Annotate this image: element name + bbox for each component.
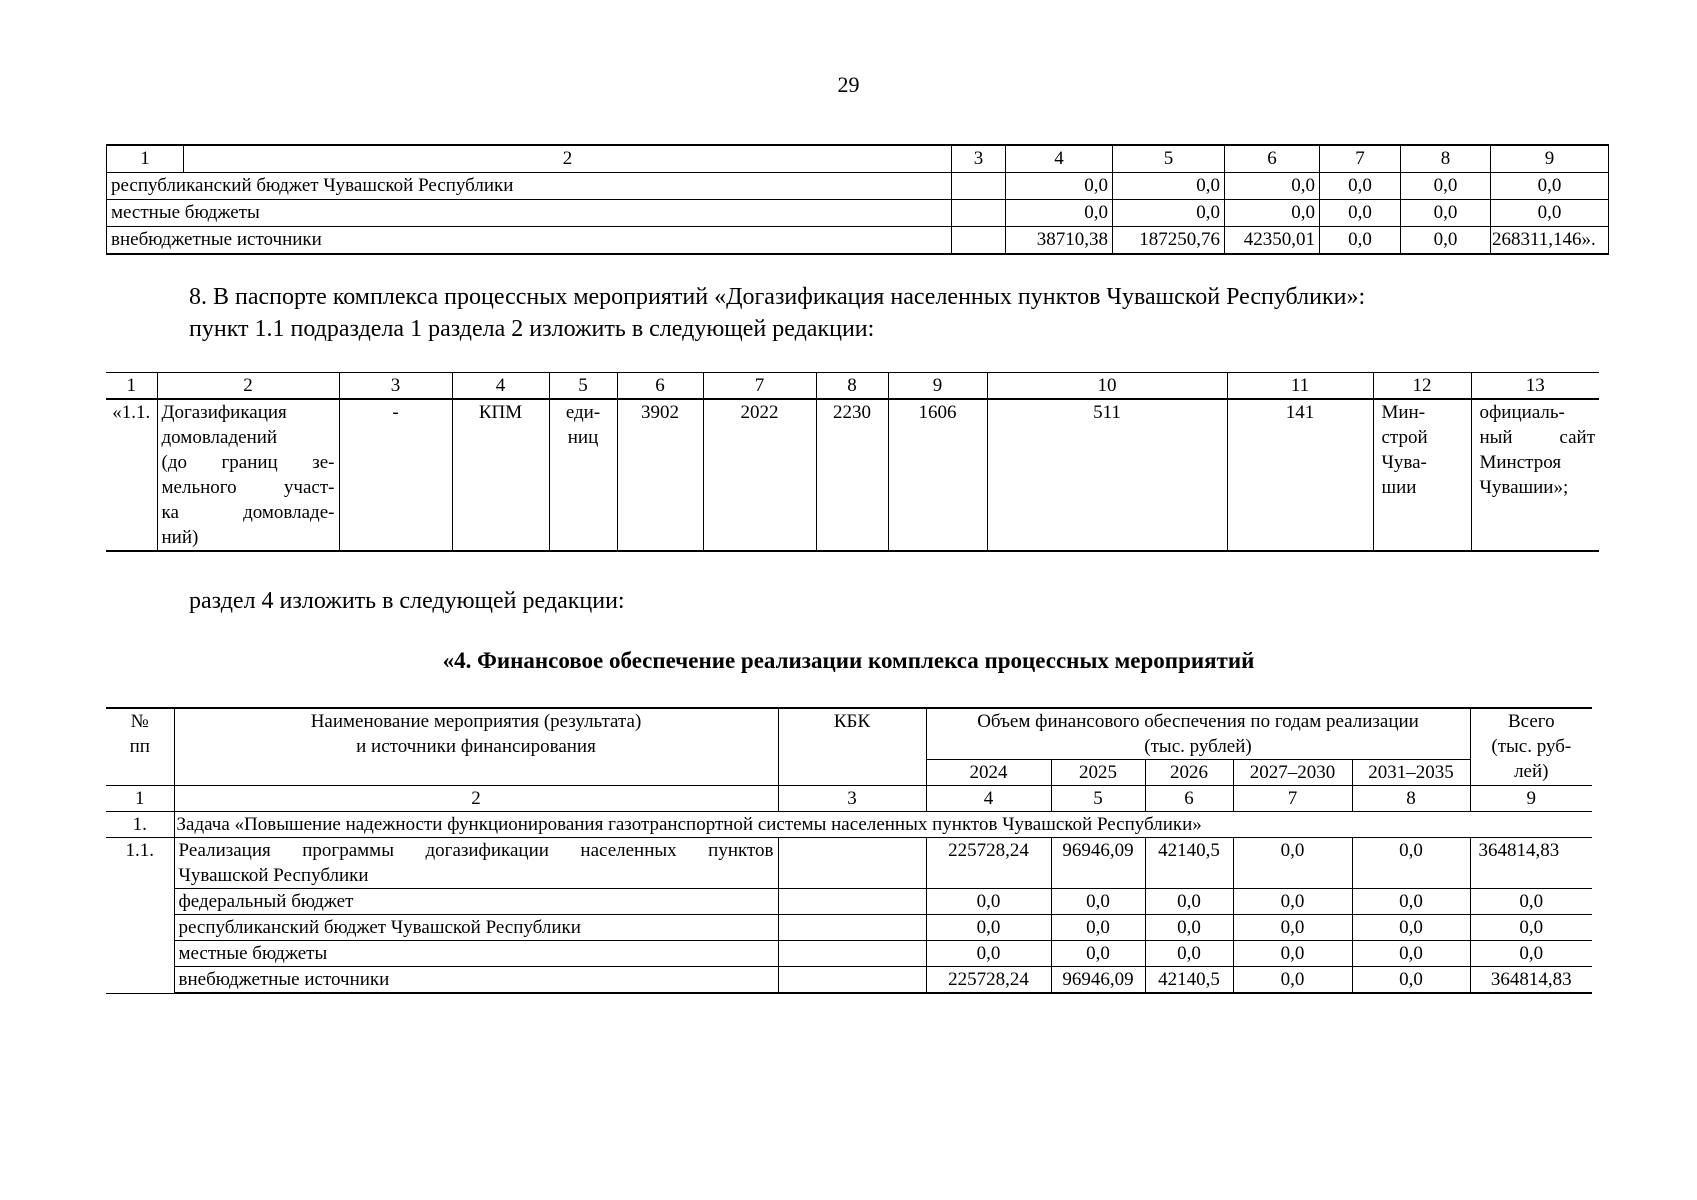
value-cell: 0,0 [1233,915,1352,941]
table-row [107,173,1609,200]
column-numbers-row [106,786,1592,812]
value-cell: 0,0 [926,915,1051,941]
source-name: внебюджетные источники [107,227,952,255]
kbk-cell [952,227,1006,255]
value-cell: 0,0 [1006,173,1113,200]
value-cell: 0,0 [1401,173,1491,200]
value-cell: 0,0 [1470,889,1592,915]
value-cell: 0,0 [1113,173,1225,200]
col-number: 11 [1227,373,1373,400]
value-cell: 0,0 [1401,227,1491,255]
unit-cell [549,399,617,551]
col-number: 13 [1471,373,1599,400]
paragraph-section-4: раздел 4 изложить в следующей редакции: [189,588,625,614]
value-cell: 511 [987,399,1227,551]
indicator-name [157,399,339,551]
header-total [1470,708,1592,786]
text-line: (до границ зе- [161,452,335,473]
header-number [106,708,174,786]
value-cell: 0,0 [1233,941,1352,967]
col-number: 1 [106,786,174,812]
value-cell: 0,0 [1320,227,1401,255]
text-line: домовладений [161,427,278,448]
value-cell: 268311,146». [1491,227,1609,255]
value-cell: 0,0 [1352,915,1470,941]
col-number: 9 [1491,145,1609,173]
section-heading: «4. Финансовое обеспечение реализации комплекса процессных мероприятий [442,648,1255,673]
col-number: 4 [1006,145,1113,173]
paragraph-8-line-2: пункт 1.1 подраздела 1 раздела 2 изложить в следующей редакции: [189,316,875,342]
value-cell: 96946,09 [1051,838,1145,889]
text-line: Всего [1508,711,1555,732]
value-cell: 0,0 [1320,200,1401,227]
col-number: 3 [952,145,1006,173]
text-line: пп [129,736,150,757]
col-number: 6 [617,373,703,400]
table-row [107,200,1609,227]
table-row [106,399,1599,551]
table-header-row [107,145,1609,173]
value-cell: 141 [1227,399,1373,551]
col-number: 9 [888,373,987,400]
item-number: «1.1. [106,399,157,551]
value-cell: 42140,5 [1145,967,1233,994]
page-number: 29 [837,72,860,97]
source-name: республиканский бюджет Чувашской Республики [174,915,778,941]
kbk-cell [778,915,926,941]
paragraph-8-line-1: 8. В паспорте комплекса процессных мероприятий «Догазификация населенных пунктов Чувашской Республики»: [189,284,1366,310]
value-cell: 0,0 [1051,941,1145,967]
table-row [106,941,1592,967]
value-cell: 364814,83 [1470,838,1592,889]
kbk-cell [778,967,926,994]
text-line: ный сайт [1479,427,1595,448]
value-cell: 0,0 [1051,915,1145,941]
value-cell: 0,0 [1225,200,1320,227]
value-cell: 364814,83 [1470,967,1592,994]
task-text: Задача «Повышение надежности функционирования газотранспортной системы населенных пунктов Чувашской Республики» [174,812,1592,838]
text-line: Минстроя [1479,452,1562,473]
text-line: Наименование мероприятия (результата) [310,711,642,732]
text-line: шии [1381,477,1417,498]
value-cell: 0,0 [1470,941,1592,967]
col-number: 4 [452,373,549,400]
value-cell: 2022 [703,399,816,551]
table-row [106,889,1592,915]
value-cell: 0,0 [1352,889,1470,915]
text-line: (тыс. руб- [1491,736,1572,757]
kbk-cell [952,173,1006,200]
table-financing [106,707,1592,994]
item-row [106,838,1592,889]
text-line: Чувашской Республики [178,865,369,886]
col-number: 5 [1113,145,1225,173]
col-number: 7 [1320,145,1401,173]
value-cell: 0,0 [1233,889,1352,915]
kbk-cell [778,941,926,967]
year-cell: 2026 [1145,760,1233,786]
kbk-cell [778,889,926,915]
value-cell: 0,0 [1470,915,1592,941]
text-line: мельного участ- [161,477,335,498]
header-kbk: КБК [778,708,926,786]
text-line: ка домовладе- [161,502,335,523]
source-name: местные бюджеты [107,200,952,227]
value-cell: 0,0 [1352,838,1470,889]
table-header-row [106,708,1592,760]
text-line: № [130,711,149,732]
year-cell: 2025 [1051,760,1145,786]
text-line: строй [1381,427,1428,448]
value-cell: 42140,5 [1145,838,1233,889]
col-number: 7 [703,373,816,400]
header-volume [926,708,1470,760]
year-cell: 2027–2030 [1233,760,1352,786]
col-number: 3 [778,786,926,812]
value-cell: 0,0 [926,889,1051,915]
col-number: 1 [107,145,184,173]
col-number: 4 [926,786,1051,812]
value-cell: 0,0 [1491,200,1609,227]
value-cell: 0,0 [1006,200,1113,227]
table-row [106,915,1592,941]
task-number: 1. [106,812,174,838]
value-cell: 0,0 [1352,941,1470,967]
col-number: 9 [1470,786,1592,812]
col-number: 8 [1352,786,1470,812]
text-line: Объем финансового обеспечения по годам реализации [977,711,1419,732]
value-cell: 0,0 [1233,967,1352,994]
source-name: федеральный бюджет [174,889,778,915]
text-line: Реализация программы догазификации населенных пунктов [178,840,774,861]
source-cell [1471,399,1599,551]
text-line: Чувашии»; [1479,477,1569,498]
kbk-cell [778,838,926,889]
value-cell: 38710,38 [1006,227,1113,255]
value-cell: 42350,01 [1225,227,1320,255]
value-cell: 0,0 [1491,173,1609,200]
value-cell: 0,0 [1401,200,1491,227]
col-number: 5 [549,373,617,400]
value-cell: 0,0 [1145,915,1233,941]
col-number: 7 [1233,786,1352,812]
table-row [107,227,1609,255]
col-number: 2 [184,145,952,173]
year-cell: 2031–2035 [1352,760,1470,786]
text-line: Чува- [1381,452,1427,473]
text-line: ниц [567,427,599,448]
text-line: Мин- [1381,402,1426,423]
kbk-cell [952,200,1006,227]
text-line: Догазификация [161,402,287,423]
col-number: 6 [1225,145,1320,173]
value-cell: 96946,09 [1051,967,1145,994]
col-number: 1 [106,373,157,400]
text-line: и источники финансирования [356,736,596,757]
col-number: 12 [1373,373,1471,400]
value-cell: 225728,24 [926,967,1051,994]
col-number: 10 [987,373,1227,400]
value-cell: 0,0 [1320,173,1401,200]
value-cell: 0,0 [1051,889,1145,915]
value-cell: 0,0 [1225,173,1320,200]
value-cell: 0,0 [1352,967,1470,994]
col-number: 2 [157,373,339,400]
value-cell: КПМ [452,399,549,551]
task-row [106,812,1592,838]
header-name [174,708,778,786]
responsible-cell [1373,399,1471,551]
col-number: 6 [1145,786,1233,812]
col-number: 3 [339,373,452,400]
item-number: 1.1. [106,838,174,994]
value-cell: 0,0 [1233,838,1352,889]
source-name: местные бюджеты [174,941,778,967]
table-row [106,967,1592,994]
text-line: лей) [1514,761,1549,782]
value-cell: 0,0 [1145,889,1233,915]
value-cell: 1606 [888,399,987,551]
col-number: 2 [174,786,778,812]
table-budget-continuation [106,144,1609,255]
col-number: 8 [816,373,888,400]
year-cell: 2024 [926,760,1051,786]
value-cell: 0,0 [1113,200,1225,227]
source-name: внебюджетные источники [174,967,778,994]
value-cell: 0,0 [926,941,1051,967]
value-cell: 2230 [816,399,888,551]
col-number: 5 [1051,786,1145,812]
value-cell: 3902 [617,399,703,551]
value-cell: - [339,399,452,551]
value-cell: 0,0 [1145,941,1233,967]
table-header-row [106,373,1599,400]
table-indicator [106,372,1599,552]
text-line: еди- [565,402,601,423]
source-name: республиканский бюджет Чувашской Республики [107,173,952,200]
col-number: 8 [1401,145,1491,173]
item-name [174,838,778,889]
text-line: официаль- [1479,402,1565,423]
value-cell: 225728,24 [926,838,1051,889]
text-line: ний) [161,527,199,548]
value-cell: 187250,76 [1113,227,1225,255]
text-line: (тыс. рублей) [1144,736,1252,757]
